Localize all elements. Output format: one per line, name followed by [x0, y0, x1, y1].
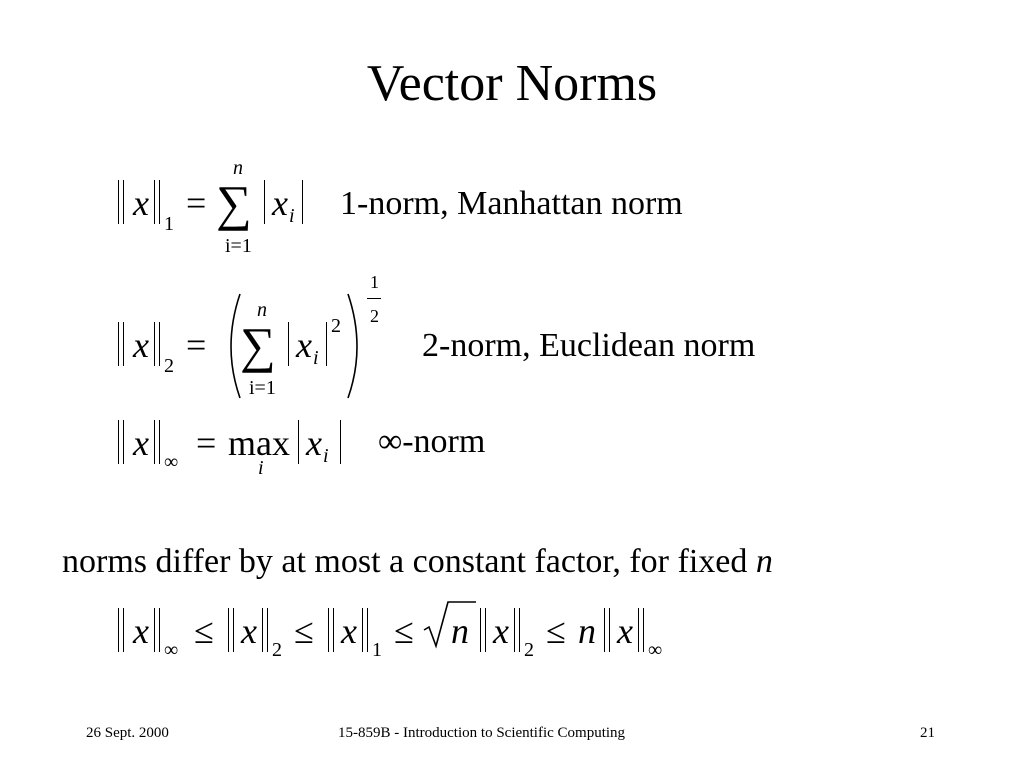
ineq-variable: x — [133, 611, 149, 651]
norm-delimiter-bar — [123, 322, 124, 366]
ineq-subscript: ∞ — [164, 639, 179, 661]
norm-delimiter-bar — [264, 180, 265, 224]
leq-sign: ≤ — [294, 611, 314, 651]
sum-lower-limit: i=1 — [225, 235, 252, 257]
fraction-bar — [367, 298, 381, 299]
norm-variable: x — [133, 183, 149, 223]
factor-variable: n — [578, 611, 596, 651]
norm-delimiter-bar — [159, 322, 160, 366]
max-subscript: i — [258, 457, 264, 479]
norm-delimiter-bar — [118, 420, 119, 464]
statement-text: norms differ by at most a constant factor, for fixed — [62, 543, 748, 580]
norm-delimiter-bar — [154, 608, 155, 652]
sum-upper-limit: n — [233, 157, 243, 179]
norm-delimiter-bar — [326, 322, 327, 366]
statement-variable: n — [755, 543, 773, 580]
two-norm-description: 2-norm, Euclidean norm — [422, 327, 756, 364]
norm-delimiter-bar — [643, 608, 644, 652]
sqrt-variable: n — [451, 611, 469, 651]
component-variable: x — [306, 423, 322, 463]
leq-sign: ≤ — [194, 611, 214, 651]
norm-delimiter-bar — [118, 180, 119, 224]
component-index: i — [323, 445, 329, 467]
norm-subscript: ∞ — [164, 451, 179, 473]
norm-subscript: 2 — [164, 355, 174, 377]
norm-delimiter-bar — [267, 608, 268, 652]
max-operator: max — [228, 423, 290, 463]
leq-sign: ≤ — [546, 611, 566, 651]
norm-delimiter-bar — [519, 608, 520, 652]
norm-delimiter-bar — [123, 608, 124, 652]
equals-sign: = — [186, 183, 207, 223]
norm-variable: x — [133, 423, 149, 463]
norm-delimiter-bar — [298, 420, 299, 464]
component-index: i — [289, 205, 295, 227]
norm-delimiter-bar — [118, 322, 119, 366]
component-index: i — [313, 347, 319, 369]
component-variable: x — [296, 325, 312, 365]
leq-sign: ≤ — [394, 611, 414, 651]
norm-delimiter-bar — [262, 608, 263, 652]
norm-variable: x — [133, 325, 149, 365]
square-root-sign — [422, 600, 478, 650]
norm-subscript: 1 — [164, 213, 174, 235]
norm-delimiter-bar — [340, 420, 341, 464]
norm-delimiter-bar — [302, 180, 303, 224]
slide-title: Vector Norms — [366, 55, 658, 112]
ineq-variable: x — [617, 611, 633, 651]
ineq-subscript: 2 — [524, 639, 534, 661]
norm-delimiter-bar — [480, 608, 481, 652]
norm-delimiter-bar — [154, 180, 155, 224]
summation-symbol: ∑ — [216, 175, 252, 231]
norm-delimiter-bar — [333, 608, 334, 652]
infinity-norm-description: ∞-norm — [378, 423, 486, 460]
outer-exponent-numerator: 1 — [370, 272, 379, 292]
norm-delimiter-bar — [288, 322, 289, 366]
norm-delimiter-bar — [328, 608, 329, 652]
power-exponent: 2 — [331, 315, 341, 337]
ineq-subscript: 1 — [372, 639, 382, 661]
equals-sign: = — [186, 325, 207, 365]
norm-delimiter-bar — [367, 608, 368, 652]
norm-delimiter-bar — [228, 608, 229, 652]
norm-delimiter-bar — [154, 322, 155, 366]
one-norm-description: 1-norm, Manhattan norm — [340, 185, 683, 222]
norm-delimiter-bar — [118, 608, 119, 652]
norm-delimiter-bar — [638, 608, 639, 652]
footer-course: 15-859B - Introduction to Scientific Computing — [338, 725, 626, 741]
norm-delimiter-bar — [609, 608, 610, 652]
ineq-subscript: ∞ — [648, 639, 663, 661]
ineq-subscript: 2 — [272, 639, 282, 661]
norm-delimiter-bar — [362, 608, 363, 652]
norm-delimiter-bar — [514, 608, 515, 652]
norm-delimiter-bar — [123, 420, 124, 464]
sum-upper-limit: n — [257, 299, 267, 321]
norm-delimiter-bar — [604, 608, 605, 652]
norm-delimiter-bar — [159, 608, 160, 652]
norm-delimiter-bar — [154, 420, 155, 464]
norm-delimiter-bar — [159, 180, 160, 224]
outer-exponent-denominator: 2 — [370, 306, 379, 326]
equivalence-statement — [62, 542, 773, 582]
norm-delimiter-bar — [159, 420, 160, 464]
component-variable: x — [272, 183, 288, 223]
norm-delimiter-bar — [233, 608, 234, 652]
ineq-variable: x — [341, 611, 357, 651]
summation-symbol: ∑ — [240, 317, 276, 373]
footer-date: 26 Sept. 2000 — [86, 725, 169, 741]
norm-delimiter-bar — [123, 180, 124, 224]
equals-sign: = — [196, 423, 217, 463]
footer-page-number: 21 — [920, 725, 935, 741]
ineq-variable: x — [493, 611, 509, 651]
norm-delimiter-bar — [485, 608, 486, 652]
sum-lower-limit: i=1 — [249, 377, 276, 399]
ineq-variable: x — [241, 611, 257, 651]
